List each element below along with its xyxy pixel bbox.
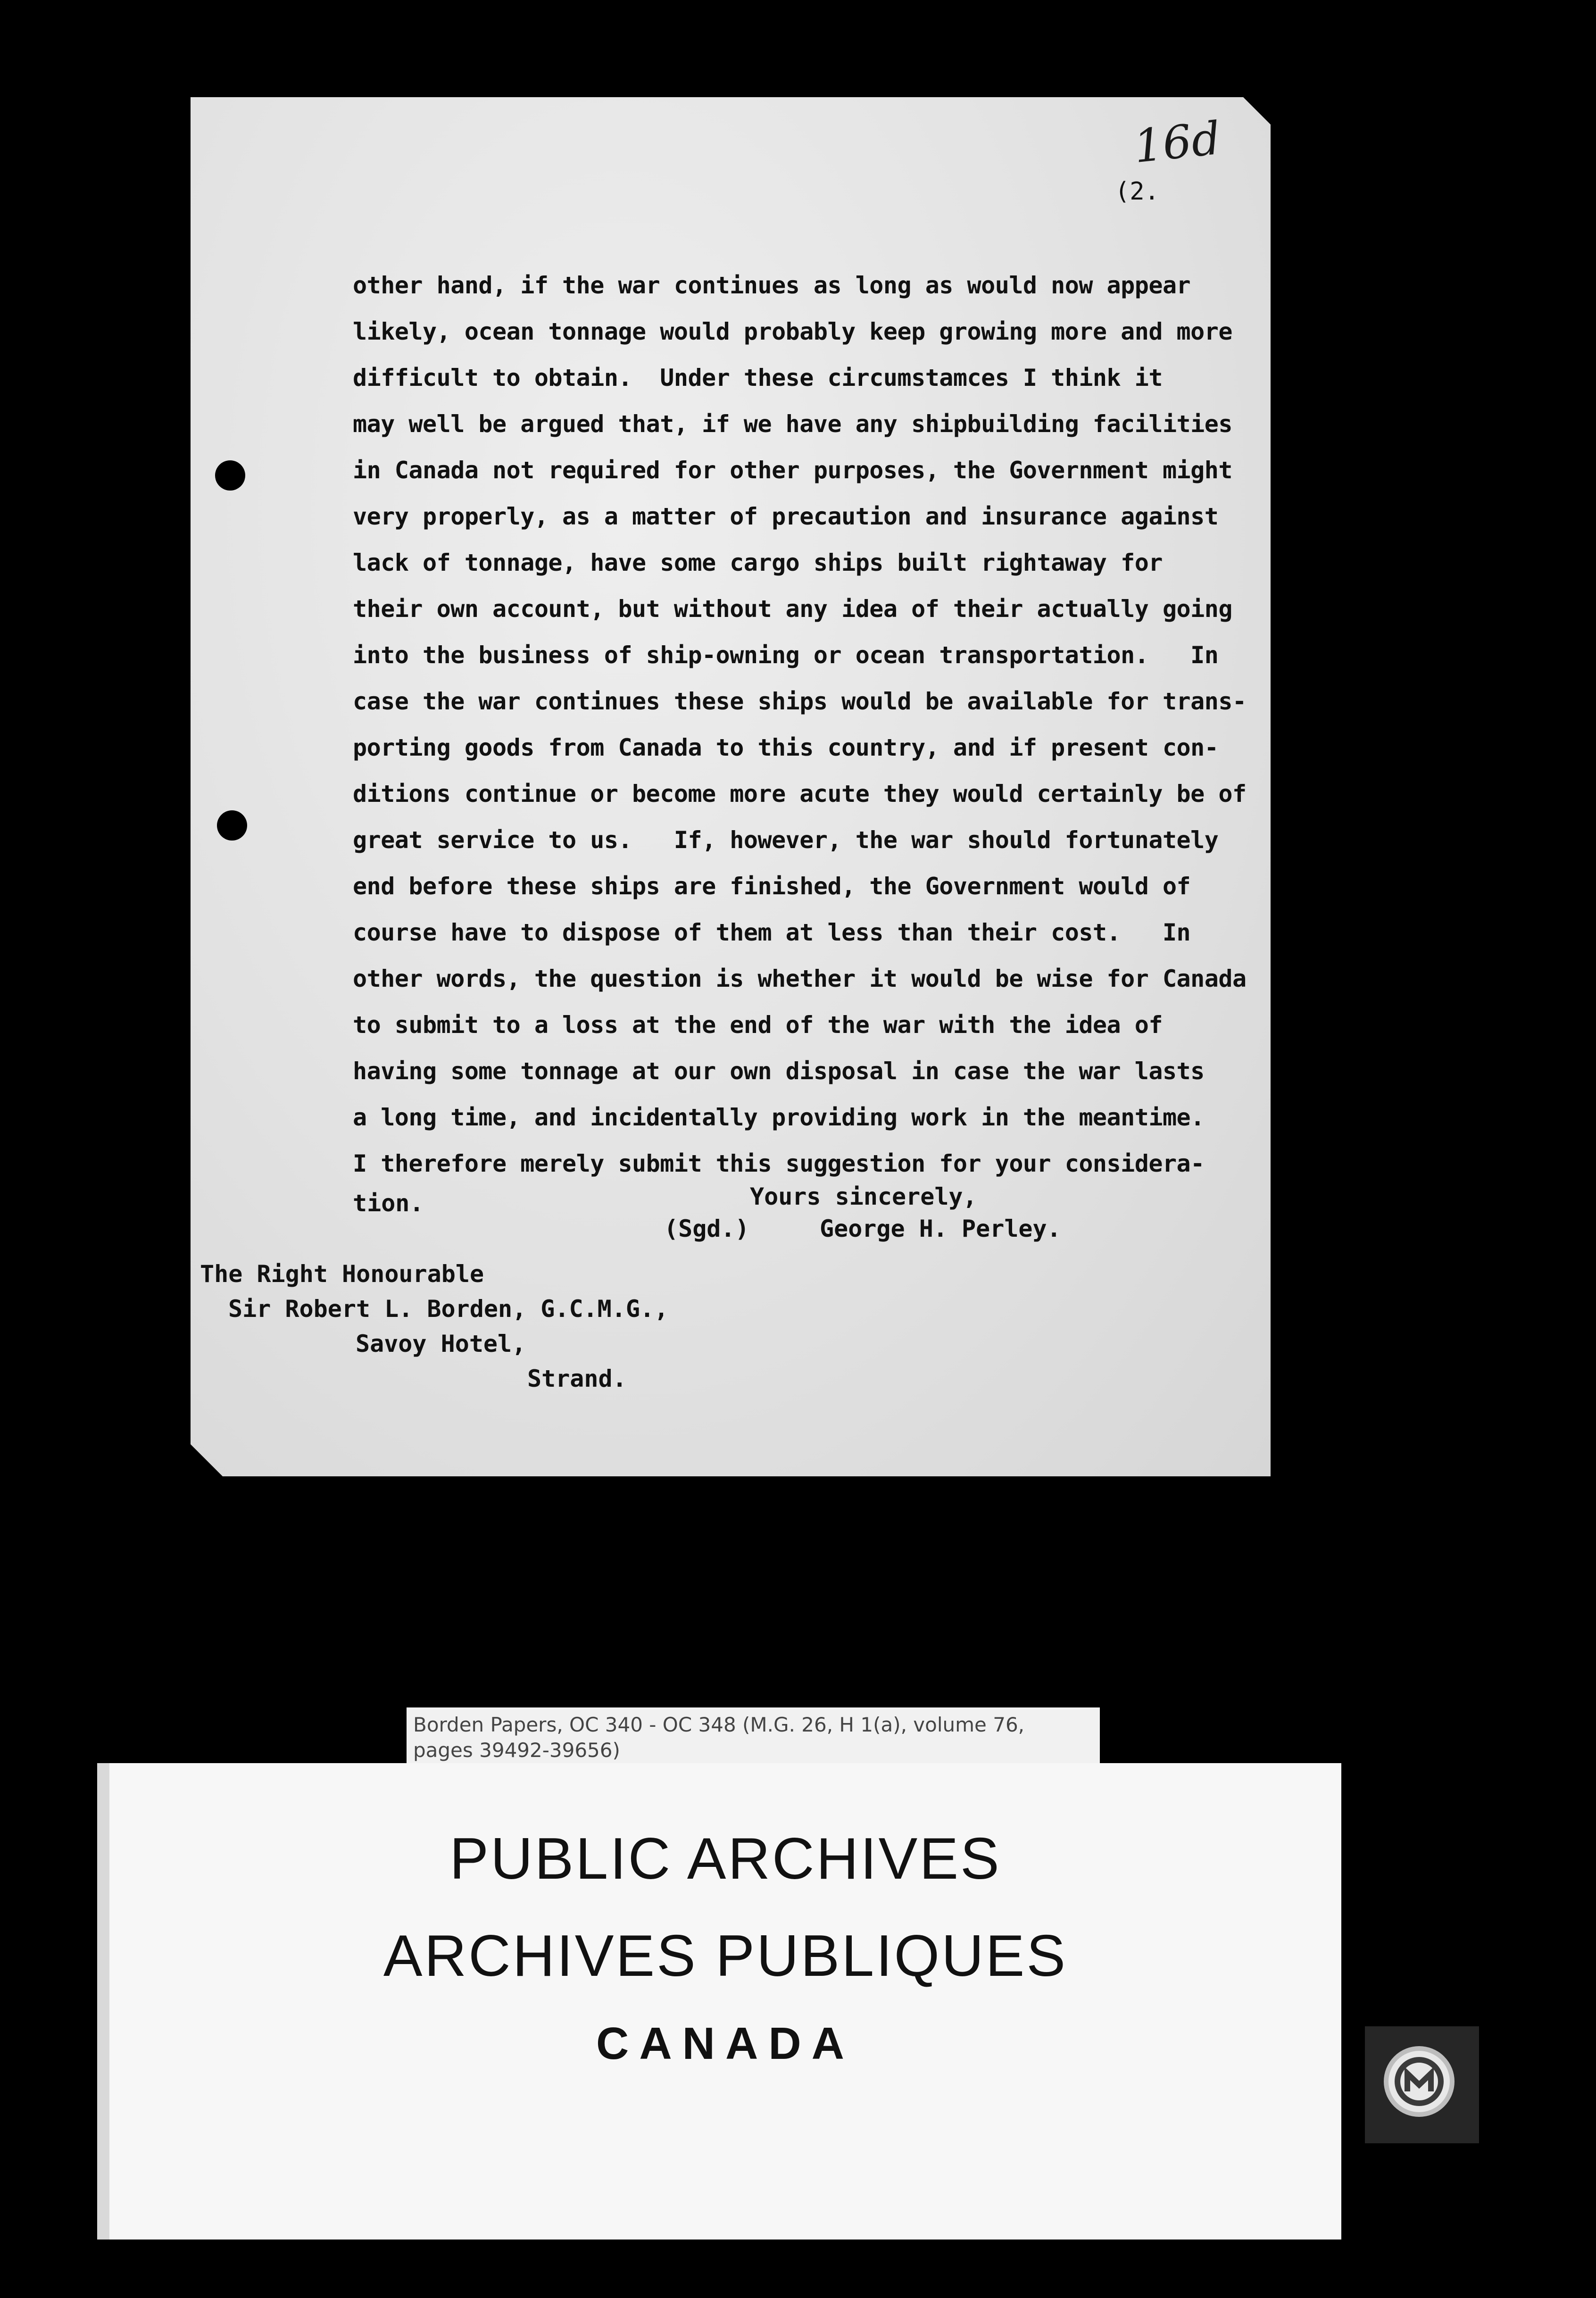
letter-body — [353, 262, 1258, 1187]
body-line: other words, the question is whether it would be wise for Canada — [353, 965, 1247, 992]
body-line: ditions continue or become more acute they would certainly be of — [353, 780, 1247, 808]
page-fold-corner — [1243, 97, 1271, 125]
closing-salutation: Yours sincerely, — [750, 1183, 977, 1210]
body-line: porting goods from Canada to this country, and if present con- — [353, 734, 1219, 761]
address-line: The Right Honourable — [200, 1260, 484, 1288]
body-line: their own account, but without any idea of their actually going — [353, 595, 1232, 623]
signature-name: George H. Perley. — [820, 1215, 1061, 1242]
archives-card — [97, 1763, 1341, 2240]
reference-line: pages 39492-39656) — [413, 1739, 620, 1762]
handwritten-page-number: 16d — [1131, 111, 1223, 174]
archives-title-french: ARCHIVES PUBLIQUES — [383, 1923, 1068, 1989]
page-number: (2. — [1115, 177, 1159, 206]
body-line: end before these ships are finished, the Government would of — [353, 873, 1191, 900]
punch-hole — [217, 810, 247, 841]
body-line: a long time, and incidentally providing work in the meantime. — [353, 1104, 1205, 1131]
body-line: having some tonnage at our own disposal in case the war lasts — [353, 1057, 1205, 1085]
body-line: in Canada not required for other purposes, the Government might — [353, 457, 1232, 484]
logo-circle — [1384, 2046, 1455, 2117]
body-line: may well be argued that, if we have any shipbuilding facilities — [353, 410, 1232, 438]
sgd-mark: (Sgd.) — [664, 1215, 749, 1242]
body-line: other hand, if the war continues as long as would now appear — [353, 272, 1191, 299]
body-line: case the war continues these ships would be available for trans- — [353, 688, 1247, 715]
body-line: I therefore merely submit this suggestion for your considera- — [353, 1150, 1205, 1177]
body-line: great service to us. If, however, the war should fortunately — [353, 826, 1219, 854]
microfilm-logo-icon — [1365, 2026, 1479, 2143]
body-line: into the business of ship-owning or ocean transportation. In — [353, 641, 1219, 669]
body-line: to submit to a loss at the end of the war with the idea of — [353, 1011, 1163, 1039]
recipient-address — [200, 1257, 669, 1396]
body-line: difficult to obtain. Under these circumstamces I think it — [353, 364, 1163, 391]
letter-page — [191, 97, 1271, 1476]
address-line: Strand. — [527, 1365, 627, 1392]
address-line: Sir Robert L. Borden, G.C.M.G., — [228, 1295, 669, 1323]
address-line: Savoy Hotel, — [356, 1330, 526, 1357]
reference-line: Borden Papers, OC 340 - OC 348 (M.G. 26, H 1(a), volume 76, — [413, 1713, 1025, 1736]
page-fold-corner — [190, 1444, 223, 1477]
last-line: tion. — [353, 1190, 424, 1217]
body-line: very properly, as a matter of precaution and insurance against — [353, 503, 1219, 530]
archives-title-english: PUBLIC ARCHIVES — [449, 1826, 1001, 1891]
punch-hole — [215, 460, 245, 491]
archives-country: CANADA — [596, 2018, 855, 2069]
body-line: likely, ocean tonnage would probably keep growing more and more — [353, 318, 1232, 345]
body-line: course have to dispose of them at less than their cost. In — [353, 919, 1191, 946]
body-line: lack of tonnage, have some cargo ships built rightaway for — [353, 549, 1163, 576]
